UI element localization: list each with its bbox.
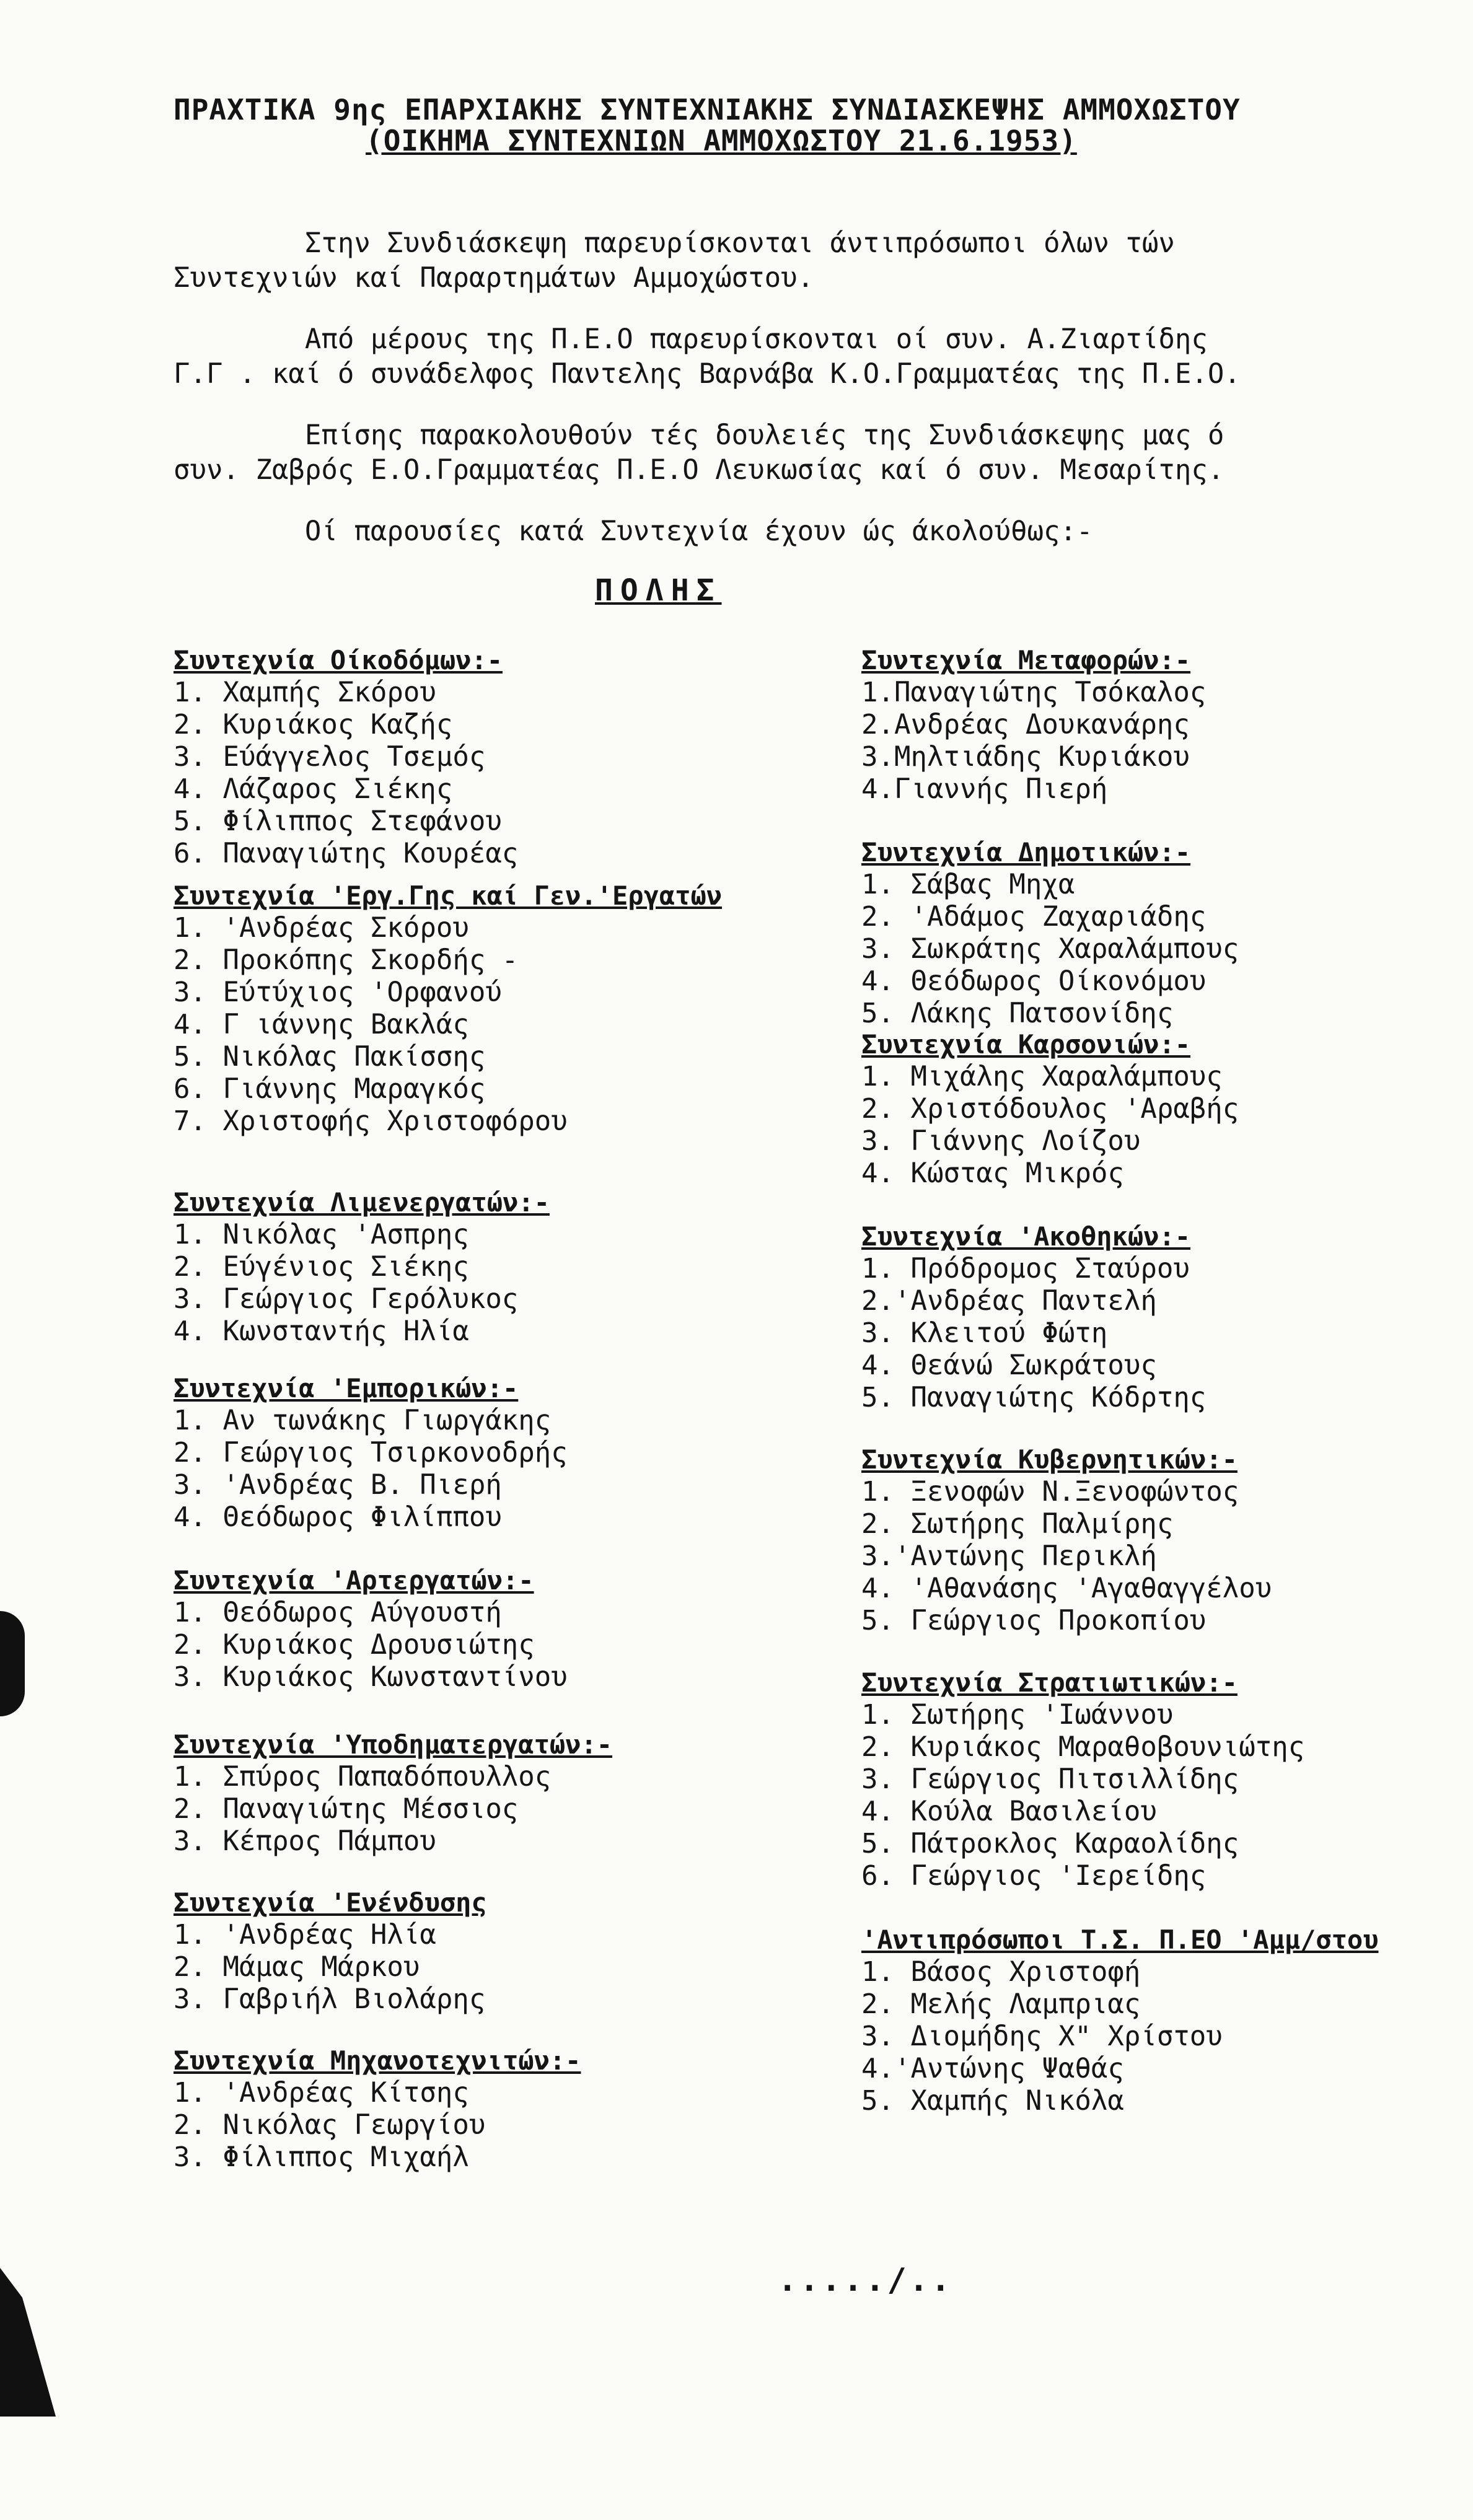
list-item: 6. Γιάννης Μαραγκός xyxy=(174,1073,486,1105)
section-title: Συντεχνία 'Ακοθηκών:- xyxy=(861,1221,1191,1252)
list-item: 4. Κωνσταντής Ηλία xyxy=(174,1315,469,1347)
list-item: 2. Μελής Λαμπριας xyxy=(861,1988,1141,2020)
list-item: 3. Εύτύχιος 'Ορφανού xyxy=(174,977,502,1008)
right-section-1 xyxy=(861,836,1239,1030)
list-item: 2. Κυριάκος Μαραθοβουνιώτης xyxy=(861,1731,1305,1763)
list-item: 3. Κέπρος Πάμπου xyxy=(174,1825,436,1857)
left-section-2 xyxy=(174,1187,550,1348)
left-section-4 xyxy=(174,1565,568,1693)
section-title: Συντεχνία 'Υποδηματεργατών:- xyxy=(174,1729,613,1760)
list-item: 1. 'Ανδρέας Κίτσης xyxy=(174,2077,469,2109)
section-title: Συντεχνία 'Αρτεργατών:- xyxy=(174,1565,534,1596)
list-item: 4.'Αντώνης Ψαθάς xyxy=(861,2053,1124,2084)
list-item: 3. Εύάγγελος Τσεμός xyxy=(174,741,486,773)
left-section-3 xyxy=(174,1372,568,1534)
list-item: 4. Γ ιάννης Βακλάς xyxy=(174,1009,469,1040)
list-item: 2.Ανδρέας Δουκανάρης xyxy=(861,709,1190,740)
list-item: 3. 'Ανδρέας Β. Πιερή xyxy=(174,1469,502,1501)
scan-corner-mark xyxy=(0,2268,56,2417)
section-title: Συντεχνία Δημοτικών:- xyxy=(861,837,1191,867)
list-item: 5. Γεώργιος Προκοπίου xyxy=(861,1605,1207,1636)
list-item: 5. Λάκης Πατσονίδης xyxy=(861,998,1174,1029)
list-item: 7. Χριστοφής Χριστοφόρου xyxy=(174,1105,568,1137)
list-item: 4. Λάζαρος Σιέκης xyxy=(174,773,453,805)
list-item: 1. 'Ανδρέας Ηλία xyxy=(174,1919,436,1951)
right-section-0 xyxy=(861,644,1206,806)
section-title: Συντεχνία Λιμενεργατών:- xyxy=(174,1187,550,1218)
section-title: Συντεχνία Μηχανοτεχνιτών:- xyxy=(174,2045,581,2076)
list-item: 1. Αν τωνάκης Γιωργάκης xyxy=(174,1405,552,1436)
list-item: 5. Νικόλας Πακίσσης xyxy=(174,1041,486,1073)
section-title: Συντεχνία Κυβερνητικών:- xyxy=(861,1444,1238,1475)
list-item: 2. Παναγιώτης Μέσσιος xyxy=(174,1793,519,1825)
list-item: 1. Βάσος Χριστοφή xyxy=(861,1956,1141,1988)
list-item: 4. Κώστας Μικρός xyxy=(861,1157,1124,1189)
list-item: 4.Γιαννής Πιερή xyxy=(861,773,1108,805)
list-item: 3. Κυριάκος Κωνσταντίνου xyxy=(174,1661,568,1693)
section-title: Συντεχνία 'Ενένδυσης xyxy=(174,1887,487,1918)
list-item: 4. Θεόδωρος Φιλίππου xyxy=(174,1501,502,1533)
right-section-3 xyxy=(861,1221,1206,1414)
list-item: 2. Κυριάκος Δρουσιώτης xyxy=(174,1629,535,1661)
page-continuation-mark: ...../.. xyxy=(778,2262,953,2299)
list-item: 2.'Ανδρέας Παντελή xyxy=(861,1285,1157,1317)
list-item: 5. Χαμπής Νικόλα xyxy=(861,2085,1124,2117)
paragraph-2: Από μέρους της Π.Ε.Ο παρευρίσκονται οί συν. Α.Ζιαρτίδης Γ.Γ . καί ό συνάδελφος Παντελης Βαρνάβα Κ.Ο.Γραμματέας της Π.Ε.Ο. xyxy=(174,323,1241,390)
list-item: 1. Ξενοφών Ν.Ξενοφώντος xyxy=(861,1476,1239,1508)
left-section-1 xyxy=(174,880,722,1138)
list-item: 2. Γεώργιος Τσιρκονοδρής xyxy=(174,1437,568,1469)
left-section-0 xyxy=(174,644,518,870)
list-item: 3. Γεώργιος Γερόλυκος xyxy=(174,1283,519,1315)
section-title: Συντεχνία Στρατιωτικών:- xyxy=(861,1667,1238,1698)
section-title: Συντεχνία Μεταφορών:- xyxy=(861,645,1191,675)
document-title: ΠΡΑΧΤΙΚΑ 9ης ΕΠΑΡΧΙΑΚΗΣ ΣΥΝΤΕΧΝΙΑΚΗΣ ΣΥΝΔΙΑΣΚΕΨΗΣ ΑΜΜΟΧΩΣΤΟΥ xyxy=(174,93,1241,126)
list-item: 3. Γαβριήλ Βιολάρης xyxy=(174,1983,486,2015)
list-item: 6. Παναγιώτης Κουρέας xyxy=(174,838,519,869)
list-item: 2. Μάμας Μάρκου xyxy=(174,1951,420,1983)
list-item: 1. 'Ανδρέας Σκόρου xyxy=(174,912,469,944)
list-item: 1. Σπύρος Παπαδόπουλλος xyxy=(174,1761,552,1793)
left-section-5 xyxy=(174,1729,612,1858)
section-title: Συντεχνία 'Εργ.Γης καί Γεν.'Εργατών xyxy=(174,880,723,911)
list-item: 4. Θεάνώ Σωκράτους xyxy=(861,1350,1157,1381)
list-item: 2. Νικόλας Γεωργίου xyxy=(174,2109,486,2141)
list-item: 1.Παναγιώτης Τσόκαλος xyxy=(861,677,1207,708)
left-section-6 xyxy=(174,1887,487,2016)
scan-punch-hole-mark xyxy=(0,1611,25,1716)
section-title: 'Αντιπρόσωποι Τ.Σ. Π.ΕΟ 'Αμμ/στου xyxy=(861,1925,1379,1955)
list-item: 1. Νικόλας 'Ασπρης xyxy=(174,1219,469,1250)
list-item: 2. Εύγένιος Σιέκης xyxy=(174,1251,469,1283)
list-item: 3. Διομήδης Χ" Χρίστου xyxy=(861,2021,1223,2052)
list-item: 2. 'Αδάμος Ζαχαριάδης xyxy=(861,901,1207,933)
section-title: Συντεχνία 'Εμπορικών:- xyxy=(174,1373,519,1403)
list-item: 5. Φίλιππος Στεφάνου xyxy=(174,806,502,837)
list-item: 3. Κλειτού Φώτη xyxy=(861,1317,1108,1349)
list-item: 3.'Αντώνης Περικλή xyxy=(861,1540,1157,1572)
right-section-2 xyxy=(861,1029,1239,1190)
list-item: 4. Κούλα Βασιλείου xyxy=(861,1796,1157,1827)
list-item: 1. Πρόδρομος Σταύρου xyxy=(861,1253,1190,1284)
list-item: 3.Μηλτιάδης Κυριάκου xyxy=(861,741,1190,773)
right-section-6 xyxy=(861,1924,1378,2117)
document-subtitle: (ΟΙΚΗΜΑ ΣΥΝΤΕΧΝΙΩΝ ΑΜΜΟΧΩΣΤΟΥ 21.6.1953) xyxy=(366,124,1077,157)
list-item: 3. Φίλιππος Μιχαήλ xyxy=(174,2141,469,2173)
list-item: 1. Σάβας Μηχα xyxy=(861,869,1075,900)
right-section-5 xyxy=(861,1667,1304,1892)
paragraph-4: Οί παρουσίες κατά Συντεχνία έχουν ώς άκολούθως:- xyxy=(174,516,1093,547)
list-item: 2. Κυριάκος Καζής xyxy=(174,709,453,740)
paragraph-3: Επίσης παρακολουθούν τές δουλειές της Συνδιάσκεψης μας ό συν. Ζαβρός Ε.Ο.Γραμματέας Π.Ε.Ο Λευκωσίας καί ό συν. Μεσαρίτης. xyxy=(174,419,1225,486)
list-item: 1. Χαμπής Σκόρου xyxy=(174,677,436,708)
left-section-7 xyxy=(174,2045,581,2174)
list-item: 6. Γεώργιος 'Ιερείδης xyxy=(861,1860,1207,1892)
list-item: 1. Σωτήρης 'Ιωάννου xyxy=(861,1699,1174,1731)
right-section-4 xyxy=(861,1444,1272,1637)
list-item: 1. Μιχάλης Χαραλάμπους xyxy=(861,1061,1223,1092)
list-item: 2. Σωτήρης Παλμίρης xyxy=(861,1508,1174,1540)
city-heading: ΠΟΛΗΣ xyxy=(595,573,722,608)
list-item: 3. Σωκράτης Χαραλάμπους xyxy=(861,933,1239,965)
list-item: 4. 'Αθανάσης 'Αγαθαγγέλου xyxy=(861,1573,1272,1604)
list-item: 2. Χριστόδουλος 'Αραβής xyxy=(861,1093,1239,1125)
list-item: 2. Προκόπης Σκορδής - xyxy=(174,944,519,976)
list-item: 5. Παναγιώτης Κόδρτης xyxy=(861,1382,1207,1413)
list-item: 1. Θεόδωρος Αύγουστή xyxy=(174,1597,502,1628)
list-item: 3. Γιάννης Λοίζου xyxy=(861,1125,1141,1157)
list-item: 4. Θεόδωρος Οίκονόμου xyxy=(861,965,1207,997)
list-item: 3. Γεώργιος Πιτσιλλίδης xyxy=(861,1763,1239,1795)
list-item: 5. Πάτροκλος Καραολίδης xyxy=(861,1828,1239,1859)
section-title: Συντεχνία Καρσονιών:- xyxy=(861,1029,1191,1060)
section-title: Συντεχνία Οίκοδόμων:- xyxy=(174,645,503,675)
paragraph-1: Στην Συνδιάσκεψη παρευρίσκονται άντιπρόσωποι όλων τών Συντεχνιών καί Παραρτημάτων Αμμοχώστου. xyxy=(174,227,1175,294)
